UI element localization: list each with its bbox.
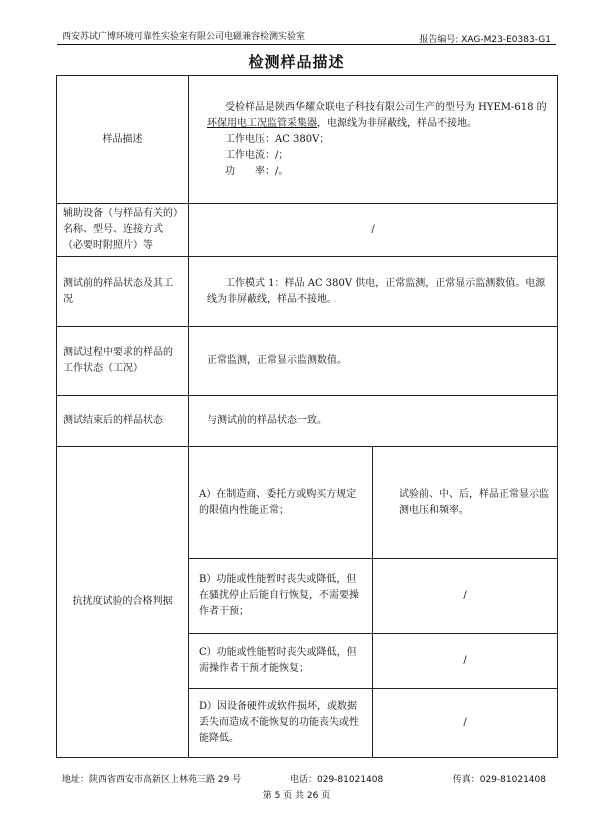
sample-current: 工作电流：/；: [225, 149, 289, 161]
sample-value: [189, 76, 558, 204]
row-after: [57, 396, 558, 447]
page-number: 第 5 页 共 26 页: [262, 791, 331, 801]
sample-desc-prefix: 受检样品是陕西华耀众联电子科技有限公司生产的型号为 HYEM-618 的: [225, 101, 547, 113]
sample-description-table: [56, 75, 558, 758]
criteria-c-text: C）功能或性能暂时丧失或降低，但需操作者干预才能恢复；: [189, 634, 373, 689]
after-label: 测试结束后的样品状态: [57, 396, 189, 447]
criteria-d-result: /: [373, 689, 558, 758]
during-value: 正常监测，正常显示监测数值。: [189, 327, 558, 396]
criteria-row-a: [57, 447, 558, 559]
after-value: 与测试前的样品状态一致。: [189, 396, 558, 447]
aux-value: /: [189, 204, 558, 257]
sample-desc-suffix: ，电源线为非屏蔽线，样品不接地。: [317, 117, 477, 129]
before-label: 测试前的样品状态及其工况: [57, 257, 189, 327]
lab-name: 西安苏试广博环境可靠性实验室有限公司电磁兼容检测实验室: [62, 32, 306, 42]
criteria-a-result: 试验前、中、后，样品正常显示监测电压和频率。: [373, 447, 558, 559]
criteria-d-text: D）因设备硬件或软件损坏，或数据丢失而造成不能恢复的功能丧失或性能降低。: [189, 689, 373, 758]
during-label: 测试过程中要求的样品的工作状态（工况）: [57, 327, 189, 396]
row-during: [57, 327, 558, 396]
footer-fax: 传真：029-81021408: [452, 775, 546, 785]
row-sample: [57, 76, 558, 204]
sample-power: 功 率：/。: [225, 165, 289, 177]
footer-address: 地址：陕西省西安市高新区上林苑三路 29 号: [62, 775, 242, 785]
sample-label: 样品描述: [57, 76, 189, 204]
sample-voltage: 工作电压：AC 380V；: [225, 133, 330, 145]
sample-product-name: 环保用电工况监管采集器: [207, 117, 317, 129]
criteria-c-result: /: [373, 634, 558, 689]
criteria-b-text: B）功能或性能暂时丧失或降低，但在骚扰停止后能自行恢复，不需要操作者干预；: [189, 559, 373, 634]
aux-label: 辅助设备（与样品有关的）名称、型号、连接方式（必要时附照片）等: [57, 204, 189, 257]
criteria-a-text: A）在制造商、委托方或购买方规定的限值内性能正常；: [189, 447, 373, 559]
before-text: 工作模式 1：样品 AC 380V 供电，正常监测，正常显示监测数值。电源线为非屏蔽线，样品不接地。: [207, 277, 546, 305]
criteria-b-result: /: [373, 559, 558, 634]
footer-phone: 电话：029-81021408: [290, 775, 384, 785]
before-value: [189, 257, 558, 327]
header-divider: [57, 44, 556, 45]
page-title: 检测样品描述: [248, 53, 345, 71]
report-number: 报告编号: XAG-M23-E0383-G1: [419, 35, 551, 45]
row-aux: [57, 204, 558, 257]
sample-description: [207, 100, 549, 132]
row-before: [57, 257, 558, 327]
criteria-label: 抗扰度试验的合格判据: [57, 447, 189, 758]
